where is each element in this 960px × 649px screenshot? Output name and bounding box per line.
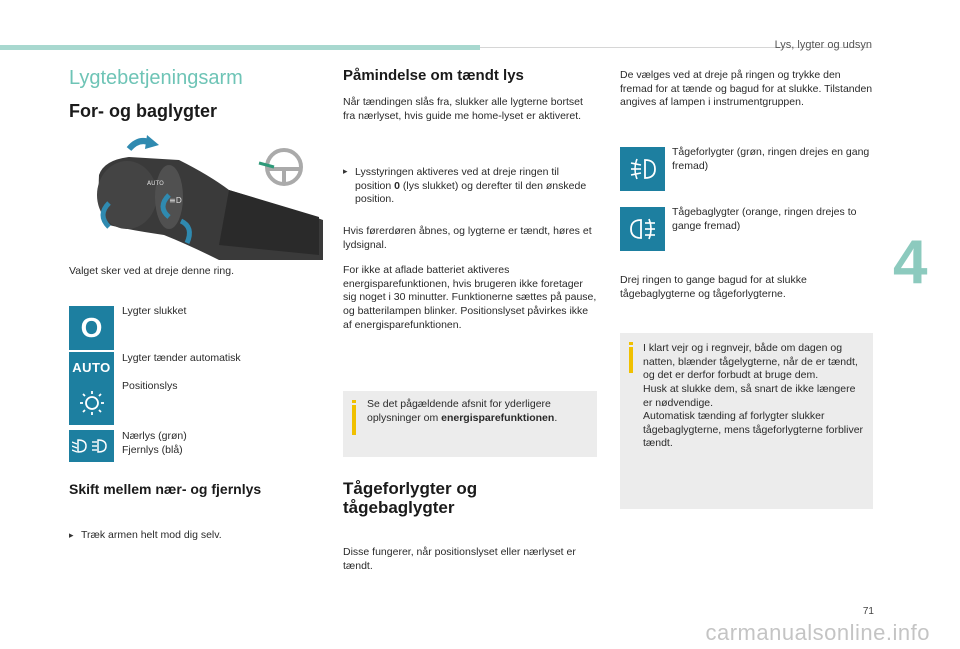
mode-auto-icon: AUTO (69, 352, 114, 383)
reminder-text-3: For ikke at aflade batteriet aktiveres energisparefunktionen, hvis brugeren ikke foretager sig noget i 30 minutter. Funktionerne sættes på pause, og batterilampen blinker. Positionslyset påvirkes ikke af energisparefunktionen. (343, 264, 597, 331)
section-title-reminder: Påmindelse om tændt lys (343, 67, 524, 84)
mode-off-label: Lygter slukket (122, 305, 187, 317)
mode-beam-label (122, 430, 187, 457)
mode-position-label: Positionslys (122, 380, 178, 392)
light-stalk-illustration (69, 135, 323, 260)
front-fog-icon (620, 147, 665, 191)
fog-text: Disse fungerer, når positionslyset eller nærlyset er tændt. (343, 546, 576, 572)
info-energy-text: Se det pågældende afsnit for yderligere oplysninger om energisparefunktionen. (367, 398, 558, 424)
page-title: Lygtebetjeningsarm (69, 67, 243, 89)
mode-auto-label: Lygter tænder automatisk (122, 352, 241, 364)
header-accent-bar (0, 45, 480, 50)
info-box-fog (620, 333, 873, 509)
switch-beam-text: Træk armen helt mod dig selv. (81, 529, 222, 541)
arrow-bullet-icon: ▸ (343, 166, 348, 176)
reminder-text-1: Når tændingen slås fra, slukker alle lygterne bortset fra nærlyset, hvis guide me home-lyset er aktiveret. (343, 96, 583, 122)
fog-title-line-1: Tågeforlygter og (343, 479, 478, 498)
front-fog-label: Tågeforlygter (grøn, ringen drejes en gang fremad) (672, 146, 870, 172)
section-title-switch-beam: Skift mellem nær- og fjernlys (69, 481, 262, 497)
switch-beam-instruction (69, 529, 319, 543)
mode-off-icon: O (69, 306, 114, 350)
chapter-tab-number: 4 (893, 228, 928, 297)
reminder-text-2: Hvis førerdøren åbnes, og lygterne er tændt, høres et lydsignal. (343, 225, 592, 251)
fog-off-text: Drej ringen to gange bagud for at slukke tågebaglygterne og tågeforlygterne. (620, 274, 807, 300)
reminder-bullet (343, 166, 597, 207)
chapter-title: Lys, lygter og udsyn (774, 39, 872, 51)
low-high-beam-icon (69, 430, 114, 462)
fog-select-text: De vælges ved at dreje på ringen og trykke den fremad for at tænde og bagud for at slukke. Tilstanden angives af lampen i instrumentgruppen. (620, 69, 873, 109)
section-title-fog (343, 480, 543, 517)
rear-fog-icon (620, 207, 665, 251)
info-icon (352, 405, 356, 435)
info-icon (629, 347, 633, 373)
svg-text:AUTO: AUTO (147, 180, 164, 187)
svg-text:≡D: ≡D (169, 196, 182, 205)
info-fog-text: I klart vejr og i regnvejr, både om dagen og natten, blænder tågelygterne, når de er tændt, og det er derfor forbudt at bruge dem. Husk at slukke dem, så snart de ikke længere er nødvendige. Automatisk tænding af forlygter slukker tågebaglygterne, mens tågeforlygterne forbliver tændt. (643, 342, 864, 450)
page-number: 71 (862, 606, 874, 617)
low-beam-label: Nærlys (grøn) (122, 430, 187, 442)
fog-title-line-2: tågebaglygter (343, 497, 455, 517)
ring-instruction: Valget sker ved at dreje denne ring. (69, 265, 234, 277)
position-light-icon (69, 381, 114, 425)
watermark: carmanualsonline.info (705, 620, 930, 645)
arrow-bullet-icon: ▸ (69, 530, 74, 540)
high-beam-label: Fjernlys (blå) (122, 443, 183, 456)
section-title-lights: For- og baglygter (69, 101, 217, 121)
reminder-bullet-text: Lysstyringen aktiveres ved at dreje ringen til position 0 (lys slukket) og derefter til den ønskede position. (355, 166, 587, 206)
info-box-energy (343, 391, 597, 457)
rear-fog-label: Tågebaglygter (orange, ringen drejes to gange fremad) (672, 206, 857, 232)
